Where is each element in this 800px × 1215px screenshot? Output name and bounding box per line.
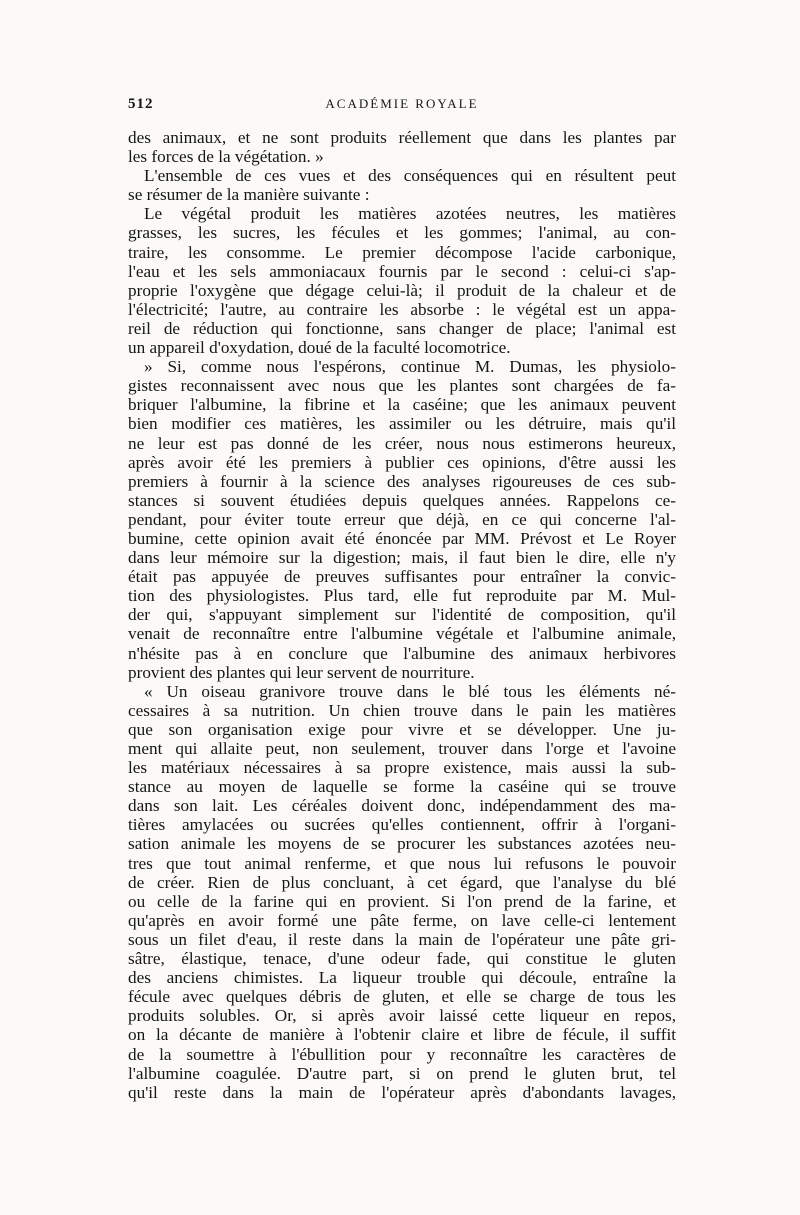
text-line: gistes reconnaissent avec nous que les plantes sont chargées de fa- xyxy=(128,376,676,396)
text-line: « Un oiseau granivore trouve dans le blé tous les éléments né- xyxy=(144,681,676,701)
text-line: Le végétal produit les matières azotées neutres, les matières xyxy=(144,204,676,224)
text-line: traire, les consomme. Le premier décompose l'acide carbonique, xyxy=(128,242,676,262)
text-line: dans son lait. Les céréales doivent donc, indépendamment des ma- xyxy=(128,796,676,816)
text-line: n'hésite pas à en conclure que l'albumine des animaux herbivores xyxy=(128,643,676,663)
text-line: tion des physiologistes. Plus tard, elle fut reproduite par M. Mul- xyxy=(128,586,676,606)
text-line: dans leur mémoire sur la digestion; mais, il faut bien le dire, elle n'y xyxy=(128,548,676,568)
text-line: bumine, cette opinion avait été énoncée par MM. Prévost et Le Royer xyxy=(128,528,676,548)
text-line: tres que tout animal renferme, et que nous lui refusons le pouvoir xyxy=(128,853,676,873)
page-header xyxy=(128,96,676,128)
text-line: fécule avec quelques débris de gluten, et elle se charge de tous les xyxy=(128,987,676,1007)
text-line: der qui, s'appuyant simplement sur l'identité de composition, qu'il xyxy=(128,605,676,625)
text-line: les forces de la végétation. » xyxy=(128,147,324,167)
text-line: un appareil d'oxydation, doué de la faculté locomotrice. xyxy=(128,338,511,358)
text-line: bien modifier ces matières, les assimiler ou les détruire, mais qu'il xyxy=(128,414,676,434)
text-line: des anciens chimistes. La liqueur trouble qui découle, entraîne la xyxy=(128,968,676,988)
text-line: » Si, comme nous l'espérons, continue M. Dumas, les physiolo- xyxy=(144,357,676,377)
text-line: l'albumine coagulée. D'autre part, si on prend le gluten brut, tel xyxy=(128,1063,676,1083)
text-line: produits solubles. Or, si après avoir laissé cette liqueur en repos, xyxy=(128,1006,676,1026)
text-line: des animaux, et ne sont produits réellement que dans les plantes par xyxy=(128,128,676,147)
page-number: 512 xyxy=(128,96,154,112)
text-line: de créer. Rien de plus concluant, à cet égard, que l'analyse du blé xyxy=(128,872,676,892)
running-head: ACADÉMIE ROYALE xyxy=(325,96,479,111)
text-line: ne leur est pas donné de les créer, nous nous estimerons heureux, xyxy=(128,433,676,453)
text-line: était pas appuyée de preuves suffisantes pour entraîner la convic- xyxy=(128,567,676,587)
text-line: sâtre, élastique, tenace, d'une odeur fade, qui constitue le gluten xyxy=(128,949,676,969)
text-line: briquer l'albumine, la fibrine et la caséine; que les animaux peuvent xyxy=(128,395,676,415)
text-line: sous un filet d'eau, il reste dans la main de l'opérateur une pâte gri- xyxy=(128,929,676,949)
text-line: pendant, pour éviter toute erreur que déjà, en ce qui concerne l'al- xyxy=(128,509,676,529)
text-line: proprie l'oxygène que dégage celui-là; il produit de la chaleur et de xyxy=(128,280,676,300)
text-line: stances si souvent étudiées depuis quelques années. Rappelons ce- xyxy=(128,490,676,510)
text-line: tières amylacées ou sucrées qu'elles contiennent, offrir à l'organi- xyxy=(128,815,676,835)
text-line: après avoir été les premiers à publier ces opinions, d'être aussi les xyxy=(128,452,676,472)
text-line: on la décante de manière à l'obtenir claire et libre de fécule, il suffit xyxy=(128,1025,676,1045)
text-line: qu'après en avoir formé une pâte ferme, on lave celle-ci lentement xyxy=(128,910,676,930)
body-text xyxy=(128,128,676,1102)
text-line: les matériaux nécessaires à sa propre existence, mais aussi la sub- xyxy=(128,758,676,778)
text-line: venait de reconnaître entre l'albumine végétale et l'albumine animale, xyxy=(128,624,676,644)
text-line: se résumer de la manière suivante : xyxy=(128,185,370,205)
book-page xyxy=(128,96,676,1102)
text-line: de la soumettre à l'ébullition pour y reconnaître les caractères de xyxy=(128,1044,676,1064)
text-line: sation animale les moyens de se procurer les substances azotées neu- xyxy=(128,834,676,854)
text-line: reil de réduction qui fonctionne, sans changer de place; l'animal est xyxy=(128,318,676,338)
text-line: ment qui allaite peut, non seulement, trouver dans l'orge et l'avoine xyxy=(128,739,676,758)
text-line: provient des plantes qui leur servent de nourriture. xyxy=(128,662,475,682)
text-line: stance au moyen de laquelle se forme la caséine qui se trouve xyxy=(128,777,676,797)
text-line: premiers à fournir à la science des analyses rigoureuses de ces sub- xyxy=(128,471,676,491)
text-line: grasses, les sucres, les fécules et les gommes; l'animal, au con- xyxy=(128,223,676,243)
text-line: L'ensemble de ces vues et des conséquences qui en résultent peut xyxy=(144,166,676,186)
text-line: ou celle de la farine qui en provient. Si l'on prend de la farine, et xyxy=(128,891,676,911)
text-line: cessaires à sa nutrition. Un chien trouve dans le pain les matières xyxy=(128,700,676,720)
text-line: l'électricité; l'autre, au contraire les absorbe : le végétal est un appa- xyxy=(128,299,676,319)
text-line: l'eau et les sels ammoniacaux fournis par le second : celui-ci s'ap- xyxy=(128,261,676,281)
text-line: que son organisation exige pour vivre et se développer. Une ju- xyxy=(128,719,676,739)
text-line: qu'il reste dans la main de l'opérateur après d'abondants lavages, xyxy=(128,1082,676,1102)
